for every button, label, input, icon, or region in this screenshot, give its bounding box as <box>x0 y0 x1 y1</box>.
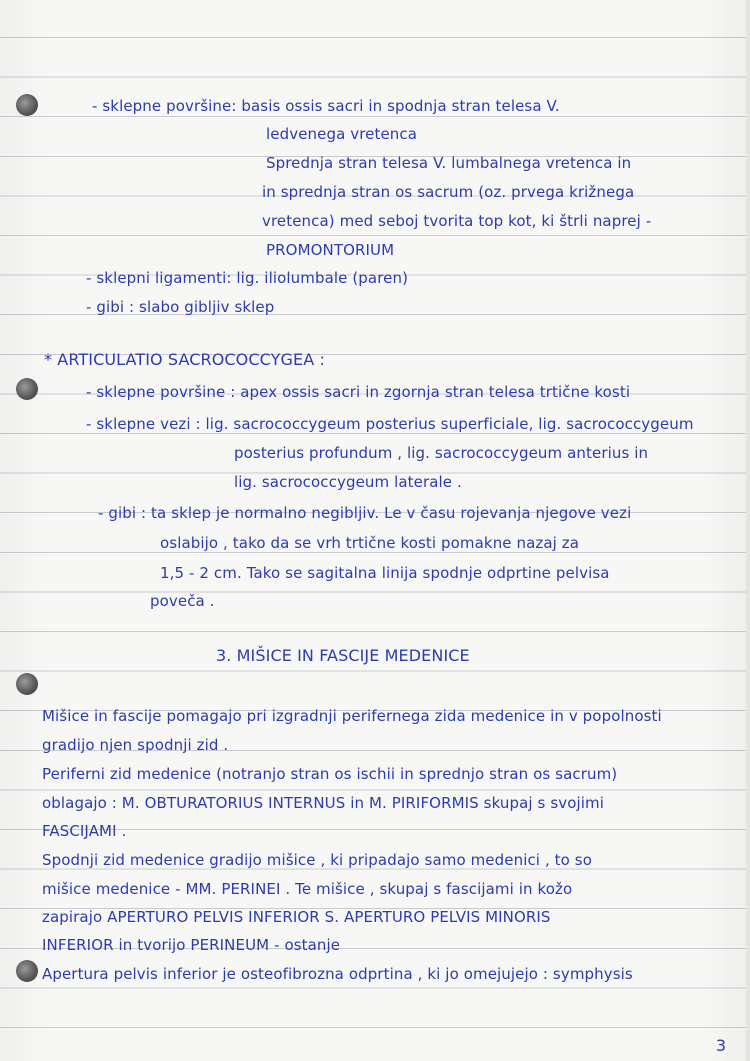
binder-hole <box>16 960 38 982</box>
section-heading: * ARTICULATIO SACROCOCCYGEA : <box>44 350 325 369</box>
note-line: mišice medenice - MM. PERINEI . Te mišice , skupaj s fascijami in kožo <box>42 880 573 898</box>
binder-hole <box>16 673 38 695</box>
note-line: PROMONTORIUM <box>266 241 395 259</box>
note-line: in sprednja stran os sacrum (oz. prvega križnega <box>262 183 635 201</box>
note-line: 1,5 - 2 cm. Tako se sagitalna linija spodnje odprtine pelvisa <box>160 564 610 582</box>
note-line: - sklepni ligamenti: lig. iliolumbale (paren) <box>86 269 409 287</box>
note-line: vretenca) med seboj tvorita top kot, ki štrli naprej - <box>262 212 652 230</box>
note-line: Apertura pelvis inferior je osteofibrozna odprtina , ki jo omejujejo : symphysis <box>42 965 633 983</box>
note-line: INFERIOR in tvorijo PERINEUM - ostanje <box>42 936 341 954</box>
note-line: oblagajo : M. OBTURATORIUS INTERNUS in M. PIRIFORMIS skupaj s svojimi <box>42 794 605 812</box>
chapter-heading: 3. MIŠICE IN FASCIJE MEDENICE <box>216 646 470 665</box>
note-line: - sklepne vezi : lig. sacrococcygeum posterius superficiale, lig. sacrococcygeum <box>86 415 694 433</box>
note-line: - sklepne površine: basis ossis sacri in spodnja stran telesa V. <box>92 97 560 115</box>
note-line: FASCIJAMI . <box>42 822 127 840</box>
note-line: - gibi : ta sklep je normalno negibljiv. Le v času rojevanja njegove vezi <box>98 504 632 522</box>
note-line: lig. sacrococcygeum laterale . <box>234 473 462 491</box>
binder-hole <box>16 378 38 400</box>
note-line: - gibi : slabo gibljiv sklep <box>86 298 275 316</box>
note-line: - sklepne površine : apex ossis sacri in zgornja stran telesa trtične kosti <box>86 383 631 401</box>
note-line: gradijo njen spodnji zid . <box>42 736 229 754</box>
note-line: Sprednja stran telesa V. lumbalnega vretenca in <box>266 154 632 172</box>
note-line: oslabijo , tako da se vrh trtične kosti pomakne nazaj za <box>160 534 580 552</box>
note-line: Spodnji zid medenice gradijo mišice , ki pripadajo samo medenici , to so <box>42 851 592 869</box>
note-line: ledvenega vretenca <box>266 125 418 143</box>
note-line: poveča . <box>150 592 215 610</box>
note-line: zapirajo APERTURO PELVIS INFERIOR S. APERTURO PELVIS MINORIS <box>42 908 551 926</box>
note-line: Periferni zid medenice (notranjo stran os ischii in sprednjo stran os sacrum) <box>42 765 618 783</box>
binder-hole <box>16 94 38 116</box>
page-edge <box>746 0 750 1061</box>
note-line: Mišice in fascije pomagajo pri izgradnji perifernega zida medenice in v popolnosti <box>42 707 662 725</box>
page-number: 3 <box>715 1036 726 1055</box>
note-line: posterius profundum , lig. sacrococcygeum anterius in <box>234 444 649 462</box>
